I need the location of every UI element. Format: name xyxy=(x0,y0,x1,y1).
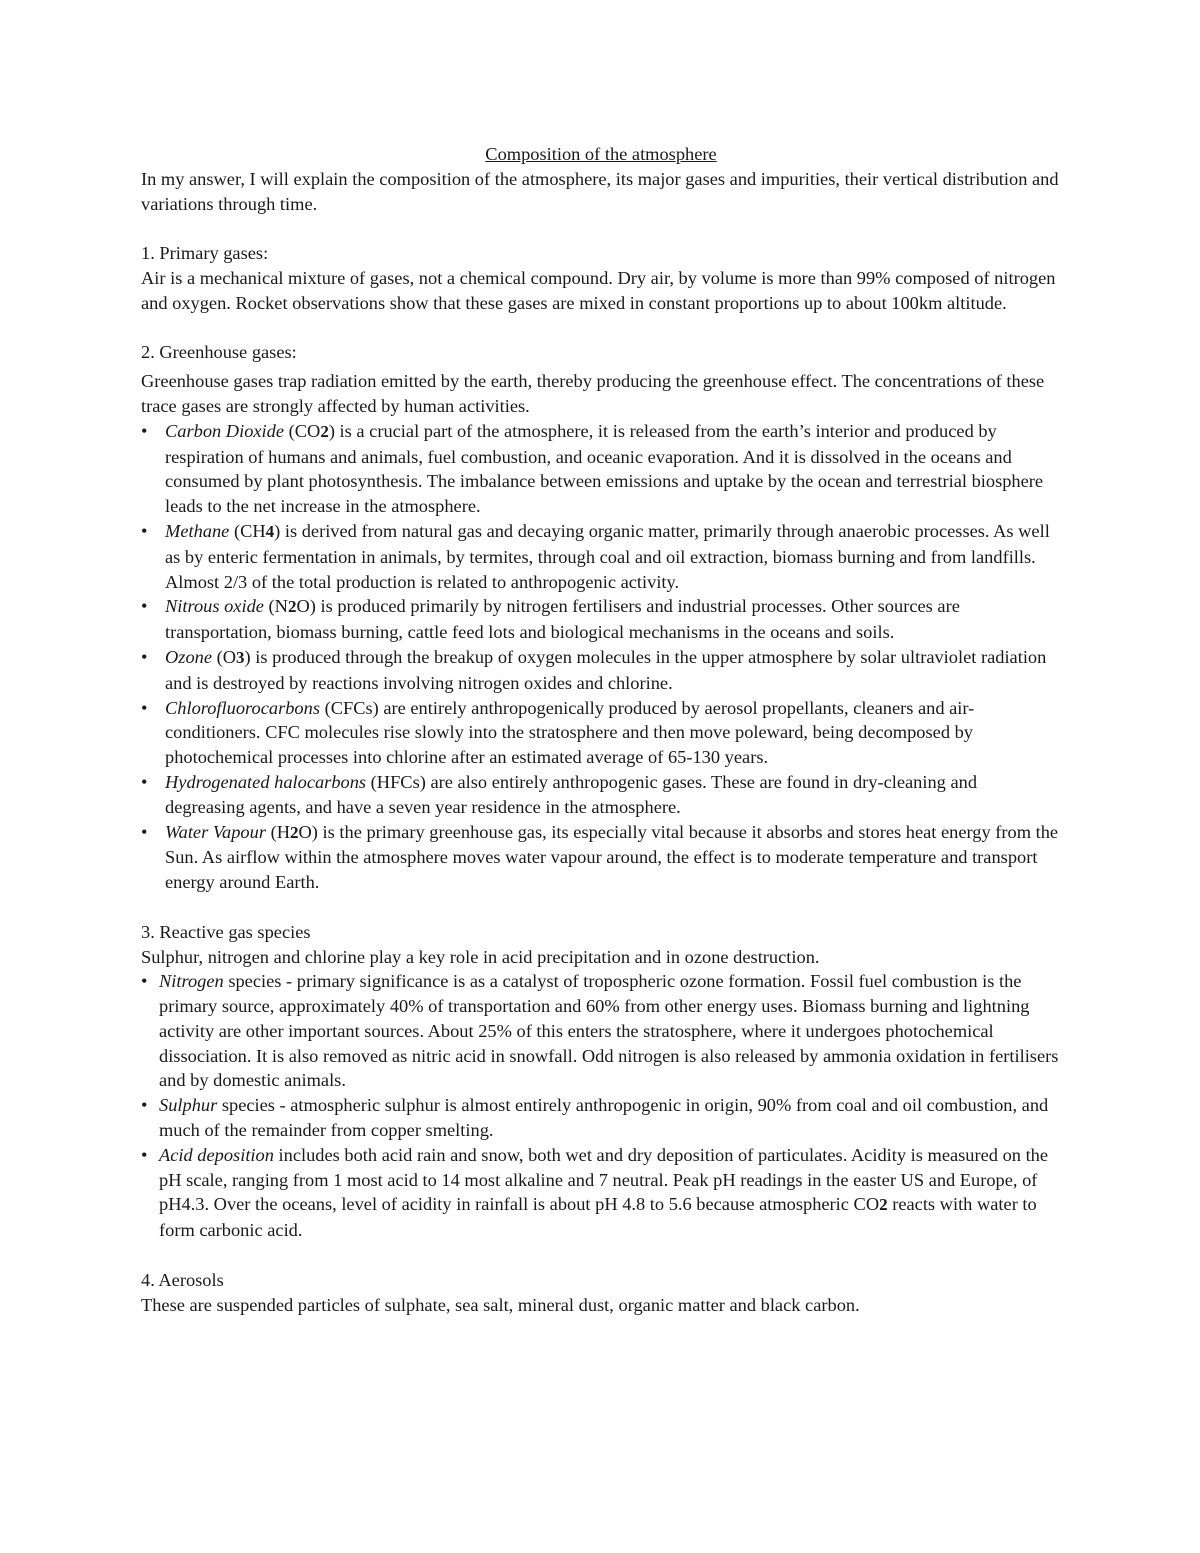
item-text-end: ) is a crucial part of the atmosphere, it is released from the earth’s interior and produced by respiration of humans and animals, fuel combustion, and oceanic evaporation. And it is dissolved in the oceans and consumed by plant photosynthesis. The imbalance between emissions and uptake by the ocean and terrestrial biosphere leads to the net increase in the atmosphere. xyxy=(165,420,1044,517)
subscript: 2 xyxy=(290,822,299,842)
list-item-nitrous-oxide xyxy=(141,594,1061,645)
list-item-nitrogen xyxy=(141,969,1061,1093)
bullet-icon: • xyxy=(141,1095,148,1116)
section-heading-reactive: 3. Reactive gas species xyxy=(141,921,311,942)
term: Nitrogen xyxy=(159,971,224,992)
term: Hydrogenated halocarbons xyxy=(165,771,367,792)
item-text: (H xyxy=(266,821,291,842)
list-item-methane xyxy=(141,519,1061,594)
item-text-end: ) is derived from natural gas and decaying organic matter, primarily through anaerobic processes. As well as by enteric fermentation in animals, by termites, through coal and oil extraction, biomass burning and from landfills. Almost 2/3 of the total production is related to anthropogenic activity. xyxy=(165,520,1050,592)
item-text-end: reacts with water to form carbonic acid. xyxy=(159,1194,1037,1241)
bullet-icon: • xyxy=(141,771,148,792)
reactive-paragraph: Sulphur, nitrogen and chlorine play a key role in acid precipitation and in ozone destruction. xyxy=(141,946,820,967)
item-text: (HFCs) are also entirely anthropogenic gases. These are found in dry-cleaning and degreasing agents, and have a seven year residence in the atmosphere. xyxy=(165,771,978,817)
subscript: 4 xyxy=(265,521,275,541)
item-text: (CH xyxy=(229,520,266,541)
item-text: includes both acid rain and snow, both wet and dry deposition of particulates. Acidity is measured on the pH scale, ranging from 1 most acid to 14 most alkaline and 7 neutral. Peak pH readings in the easter US and Europe, of pH4.3. Over the oceans, level of acidity in rainfall is about pH 4.8 to 5.6 because atmospheric CO xyxy=(159,1144,1049,1215)
list-item-cfcs xyxy=(141,696,1061,770)
greenhouse-list xyxy=(141,419,1061,895)
bullet-icon: • xyxy=(141,520,148,541)
term: Acid deposition xyxy=(159,1144,274,1165)
subscript: 2 xyxy=(287,597,297,617)
reactive-list xyxy=(141,969,1061,1243)
item-text: (CO xyxy=(284,420,321,441)
intro-paragraph: In my answer, I will explain the composition of the atmosphere, its major gases and impurities, their vertical distribution and variations through time. xyxy=(141,168,1059,214)
item-text-end: O) is the primary greenhouse gas, its especially vital because it absorbs and stores heat energy from the Sun. As airflow within the atmosphere moves water vapour around, the effect is to moderate temperature and transport energy around Earth. xyxy=(165,821,1059,893)
primary-paragraph: Air is a mechanical mixture of gases, not a chemical compound. Dry air, by volume is more than 99% composed of nitrogen and oxygen. Rocket observations show that these gases are mixed in constant proportions up to about 100km altitude. xyxy=(141,267,1056,313)
list-item-hfcs xyxy=(141,770,1061,820)
bullet-icon: • xyxy=(141,596,148,617)
greenhouse-paragraph: Greenhouse gases trap radiation emitted by the earth, thereby producing the greenhouse effect. The concentrations of these trace gases are strongly affected by human activities. xyxy=(141,371,1045,416)
term: Carbon Dioxide xyxy=(165,420,285,441)
term: Sulphur xyxy=(159,1095,218,1116)
item-text: species - atmospheric sulphur is almost entirely anthropogenic in origin, 90% from coal and oil combustion, and much of the remainder from copper smelting. xyxy=(159,1095,1049,1141)
bullet-icon: • xyxy=(141,821,148,842)
section-heading-primary: 1. Primary gases: xyxy=(141,243,269,264)
list-item-co2 xyxy=(141,419,1061,519)
item-text-end: ) is produced through the breakup of oxygen molecules in the upper atmosphere by solar ultraviolet radiation and is destroyed by reactions involving nitrogen oxides and chlorine. xyxy=(165,646,1047,693)
section-heading-aerosols: 4. Aerosols xyxy=(141,1269,224,1290)
list-item-ozone xyxy=(141,645,1061,696)
document-title: Composition of the atmosphere xyxy=(485,144,717,164)
term: Nitrous oxide xyxy=(165,596,264,617)
subscript: 2 xyxy=(320,421,329,441)
term: Ozone xyxy=(165,646,212,667)
bullet-icon: • xyxy=(141,420,148,441)
aerosols-paragraph: These are suspended particles of sulphate, sea salt, mineral dust, organic matter and black carbon. xyxy=(141,1294,860,1315)
item-text-end: O) is produced primarily by nitrogen fertilisers and industrial processes. Other sources are transportation, biomass burning, cattle feed lots and biological mechanisms in the oceans and soils. xyxy=(165,596,960,643)
item-text: species - primary significance is as a catalyst of tropospheric ozone formation. Fossil fuel combustion is the primary source, approximately 40% of transportation and 60% from other energy uses. Biomass burning and lightning activity are other important sources. About 25% of this enters the stratosphere, where it undergoes photochemical dissociation. It is also removed as nitric acid in snowfall. Odd nitrogen is also released by ammonia oxidation in fertilisers and by domestic animals. xyxy=(159,971,1059,1091)
list-item-water-vapour xyxy=(141,820,1061,895)
subscript: 2 xyxy=(879,1195,888,1215)
list-item-acid-deposition xyxy=(141,1143,1061,1243)
term: Water Vapour xyxy=(165,821,266,842)
bullet-icon: • xyxy=(141,971,148,992)
bullet-icon: • xyxy=(141,646,148,667)
section-heading-greenhouse: 2. Greenhouse gases: xyxy=(141,342,297,363)
bullet-icon: • xyxy=(141,697,148,718)
term: Chlorofluorocarbons xyxy=(165,697,320,718)
subscript: 3 xyxy=(236,647,245,667)
item-text: (N xyxy=(263,596,288,617)
list-item-sulphur xyxy=(141,1093,1061,1143)
document-page xyxy=(141,142,1061,1317)
term: Methane xyxy=(165,520,230,541)
item-text: (CFCs) are entirely anthropogenically produced by aerosol propellants, cleaners and air-conditioners. CFC molecules rise slowly into the stratosphere and then move poleward, being decomposed by photochemical processes into chlorine after an estimated average of 65-130 years. xyxy=(165,697,975,768)
bullet-icon: • xyxy=(141,1144,148,1165)
item-text: (O xyxy=(212,646,237,667)
